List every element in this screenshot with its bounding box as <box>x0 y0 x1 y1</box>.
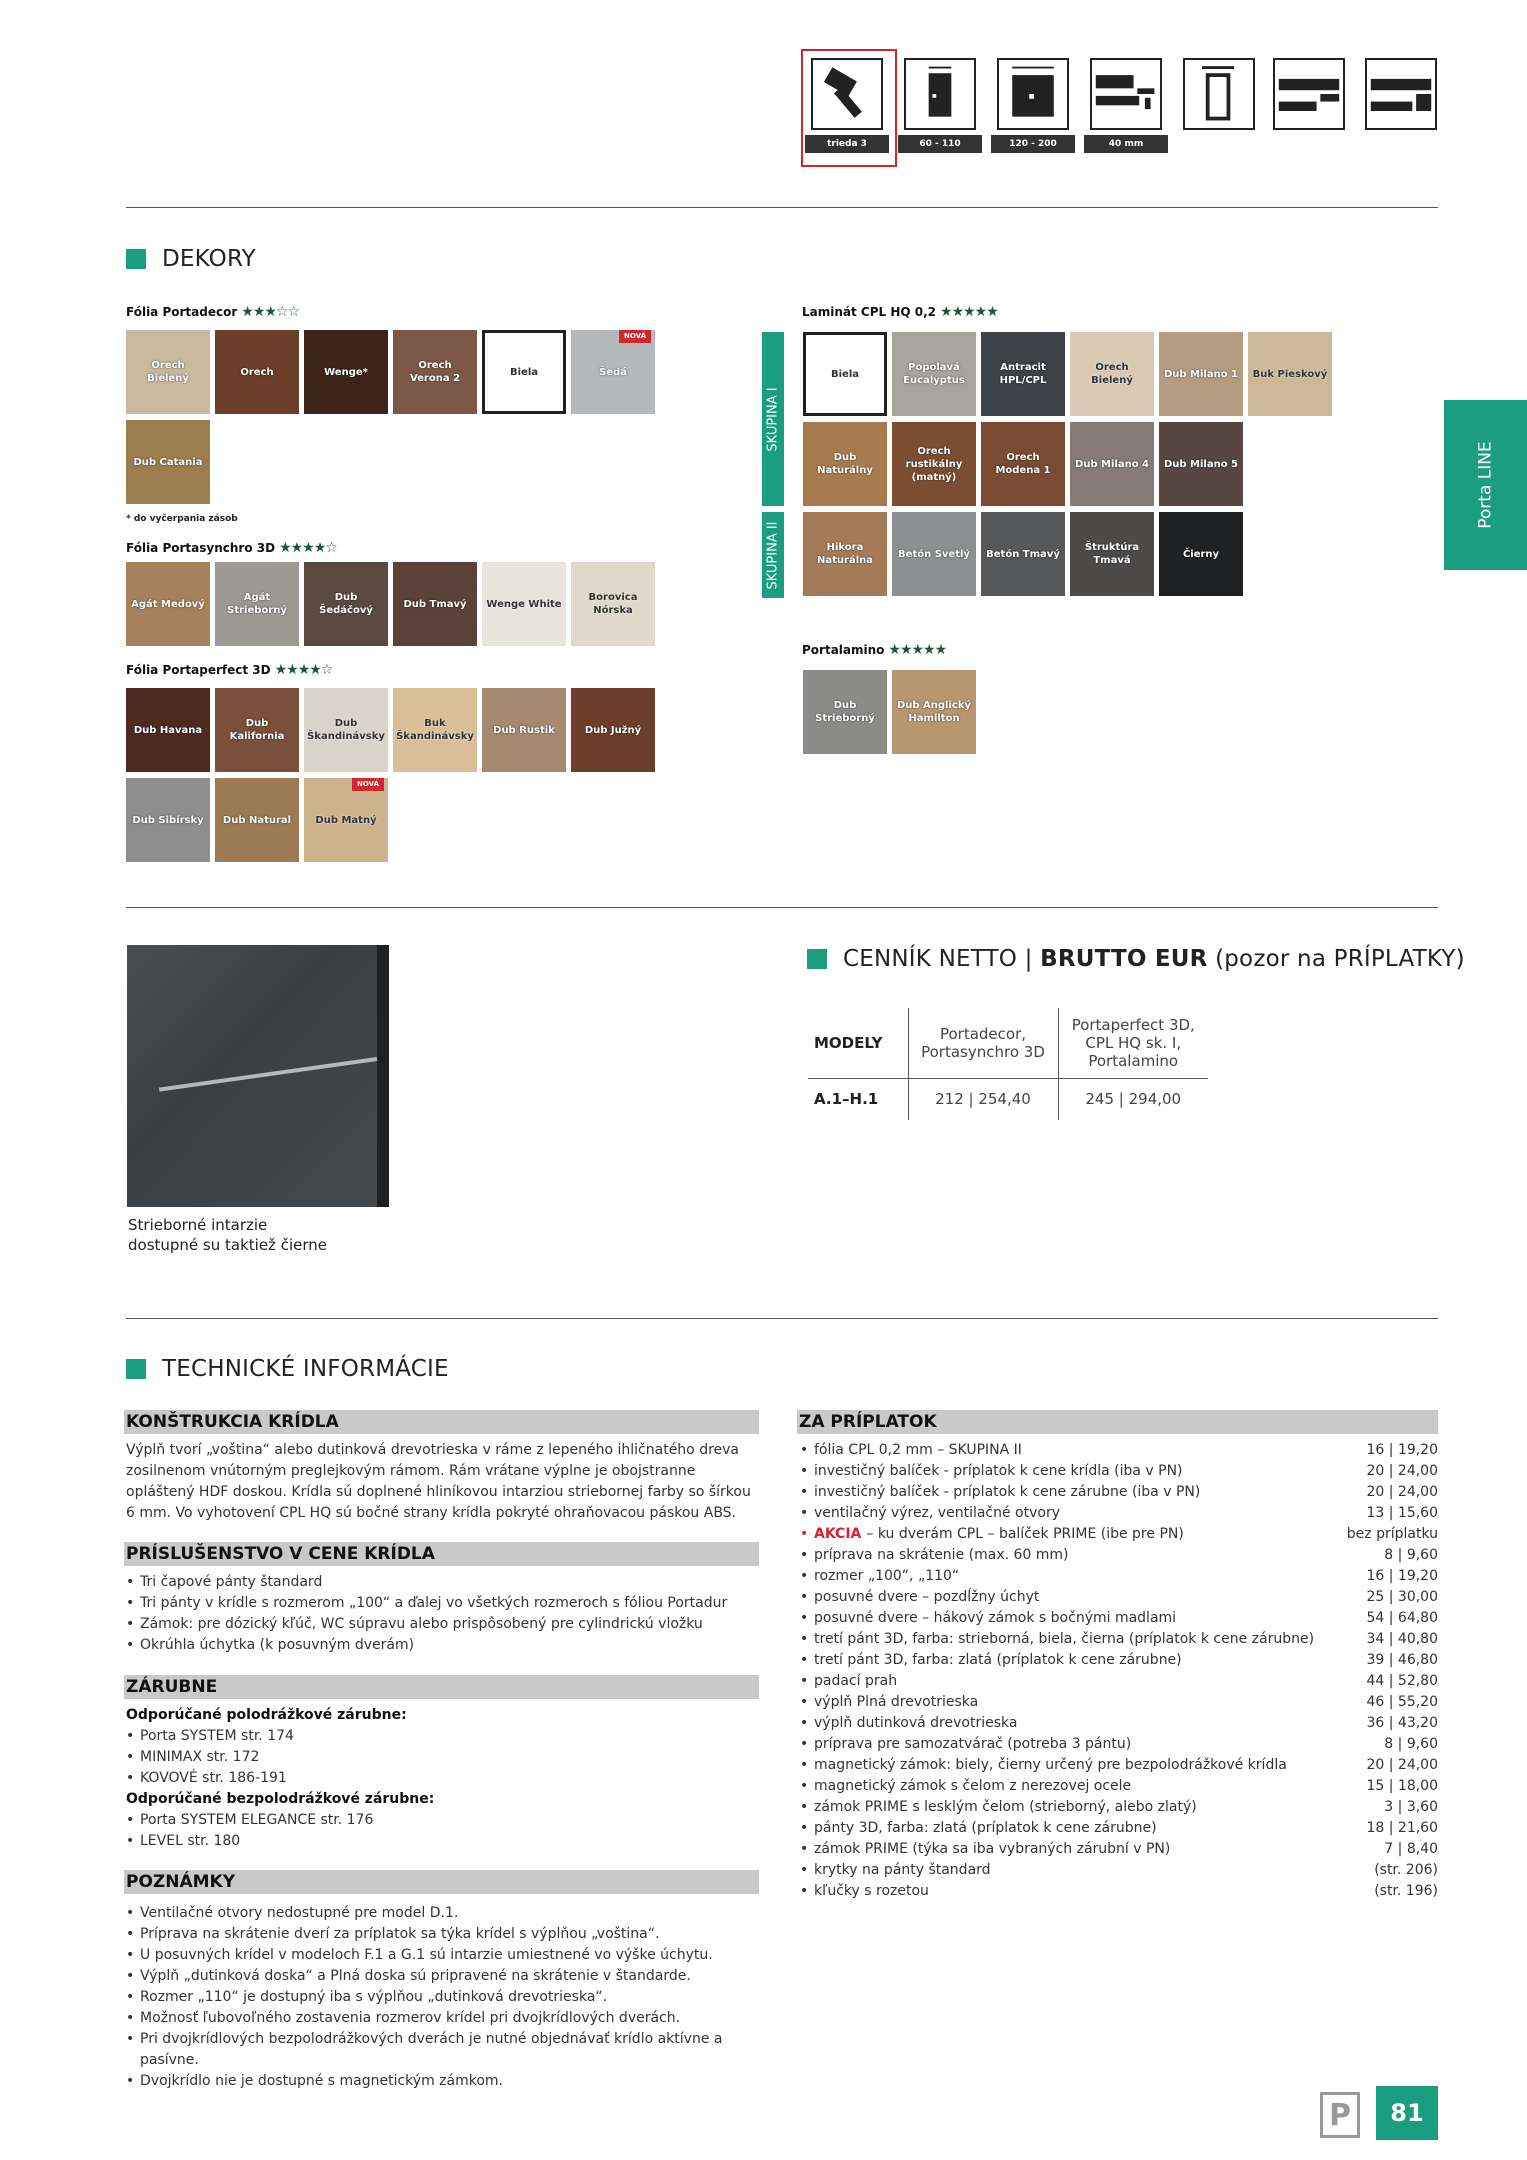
list-item: • pánty 3D, farba: zlatá (príplatok k cene zárubne) 18 | 21,60 <box>800 1818 1438 1839</box>
decor-swatch: Orech Bielený <box>1070 332 1154 416</box>
decor-swatch: Dub Natural <box>215 778 299 862</box>
decor-swatch: Orech Verona 2 <box>393 330 477 414</box>
footnote: * do vyčerpania zásob <box>126 514 238 524</box>
list-item-text: krytky na pánty štandard <box>814 1862 991 1878</box>
list-item: • investičný balíček - príplatok k cene krídla (iba v PN) 20 | 24,00 <box>800 1461 1438 1482</box>
poznamky-heading: POZNÁMKY <box>124 1870 759 1894</box>
list-item-value: 8 | 9,60 <box>1384 1547 1438 1563</box>
table-row <box>808 1078 1208 1120</box>
decor-swatch: Betón Svetlý <box>892 512 976 596</box>
list-item-value: 44 | 52,80 <box>1366 1673 1438 1689</box>
list-item: • Tri čapové pánty štandard <box>126 1572 766 1593</box>
priplatok-list <box>800 1440 1438 1902</box>
decor-swatch: Dub Havana <box>126 688 210 772</box>
side-tab-porta-line <box>1444 400 1527 570</box>
list-item: • U posuvných krídel v modeloch F.1 a G.1 sú intarzie umiestnené vo výške úchytu. <box>126 1945 752 1966</box>
table-header: MODELY <box>808 1008 908 1078</box>
decor-swatch: Dub Strieborný <box>803 670 887 754</box>
list-item: • Tri pánty v krídle s rozmerom „100“ a ďalej vo všetkých rozmeroch s fóliou Portadur <box>126 1593 766 1614</box>
list-item-value: 16 | 19,20 <box>1366 1442 1438 1458</box>
section-marker <box>807 949 827 969</box>
title-bold: BRUTTO EUR <box>1040 946 1208 972</box>
decor-group-title <box>126 304 299 320</box>
section-marker <box>126 1359 146 1379</box>
list-item: • Okrúhla úchytka (k posuvným dverám) <box>126 1635 766 1656</box>
section-title <box>843 946 1465 972</box>
list-item-value: 16 | 19,20 <box>1366 1568 1438 1584</box>
door-frame-icon <box>1183 58 1255 130</box>
decor-swatch: Štruktúra Tmavá <box>1070 512 1154 596</box>
decor-swatch: Orech Bielený <box>126 330 210 414</box>
list-item-value: (str. 196) <box>1374 1883 1438 1899</box>
list-item-text: príprava pre samozatvárač (potreba 3 pántu) <box>814 1736 1132 1752</box>
list-item: • tretí pánt 3D, farba: zlatá (príplatok k cene zárubne) 39 | 46,80 <box>800 1650 1438 1671</box>
list-item-value: 46 | 55,20 <box>1366 1694 1438 1710</box>
decor-swatch: Agát Strieborný <box>215 562 299 646</box>
list-item: • magnetický zámok s čelom z nerezovej ocele 15 | 18,00 <box>800 1776 1438 1797</box>
porta-logo: P <box>1320 2092 1360 2138</box>
list-item-text: kľučky s rozetou <box>814 1883 929 1899</box>
door-wide-icon <box>997 58 1069 130</box>
list-item: • investičný balíček - príplatok k cene zárubne (iba v PN) 20 | 24,00 <box>800 1482 1438 1503</box>
list-item-text: zámok PRIME s lesklým čelom (strieborný, alebo zlatý) <box>814 1799 1197 1815</box>
decor-swatch: Dub Naturálny <box>803 422 887 506</box>
prislusenstvo-heading: PRÍSLUŠENSTVO V CENE KRÍDLA <box>124 1542 759 1566</box>
list-item-text: LEVEL str. 180 <box>140 1833 241 1849</box>
swatch-label: Šedá <box>599 366 627 378</box>
list-item: • Ventilačné otvory nedostupné pre model D.1. <box>126 1903 752 1924</box>
list-item-value: 25 | 30,00 <box>1366 1589 1438 1605</box>
list-item: • LEVEL str. 180 <box>126 1831 752 1852</box>
list-item-text: zámok PRIME (týka sa iba vybraných zárubní v PN) <box>814 1841 1171 1857</box>
decor-swatch: Dub Anglický Hamilton <box>892 670 976 754</box>
list-item-text: U posuvných krídel v modeloch F.1 a G.1 sú intarzie umiestnené vo výške úchytu. <box>140 1947 713 1963</box>
door-edge <box>377 945 389 1207</box>
table-cell: 245 | 294,00 <box>1058 1078 1208 1120</box>
list-item-text: Dvojkrídlo nie je dostupné s magnetickým zámkom. <box>140 2073 503 2089</box>
list-item: • zámok PRIME s lesklým čelom (strieborný, alebo zlatý) 3 | 3,60 <box>800 1797 1438 1818</box>
konstrukcia-text: Výplň tvorí „voština“ alebo dutinková drevotrieska v ráme z lepeného ihličnatého dreva zosilnenom vnútorným preglejkovým rámom. Rám vrátane výplne je obojstranne opláštený HDF doskou. Krídla sú doplnené hliníkovou intarziou striebornej farby so šírkou 6 mm. Vo vyhotovení CPL HQ sú bočné strany krídla pokryté ohraňovacou páskou ABS. <box>126 1442 751 1521</box>
list-item-value: 36 | 43,20 <box>1366 1715 1438 1731</box>
decor-swatch: Betón Tmavý <box>981 512 1065 596</box>
list-item-value: 13 | 15,60 <box>1366 1505 1438 1521</box>
frame-profile-icon <box>1273 58 1345 130</box>
list-item-text: Príprava na skrátenie dverí za príplatok sa týka krídel s výplňou „voština“. <box>140 1926 660 1942</box>
list-item: • fólia CPL 0,2 mm – SKUPINA II 16 | 19,20 <box>800 1440 1438 1461</box>
list-item: • padací prah 44 | 52,80 <box>800 1671 1438 1692</box>
list-item-text: Pri dvojkrídlových bezpolodrážkových dverách je nutné objednávať krídlo aktívne a pasívne. <box>140 2031 723 2068</box>
decor-swatch: Dub Sibírsky <box>126 778 210 862</box>
list-item-text: Porta SYSTEM str. 174 <box>140 1728 294 1744</box>
decor-swatch: Dub Kalifornia <box>215 688 299 772</box>
decor-swatch: Dub Šedáčový <box>304 562 388 646</box>
list-item: • príprava na skrátenie (max. 60 mm) 8 | 9,60 <box>800 1545 1438 1566</box>
decor-swatch: Biela <box>482 330 566 414</box>
table-header: Portadecor, Portasynchro 3D <box>908 1008 1058 1078</box>
list-item-text: fólia CPL 0,2 mm – SKUPINA II <box>814 1442 1022 1458</box>
icon-label: 40 mm <box>1084 135 1168 153</box>
rating-stars: ★★★★★ <box>888 642 947 658</box>
akcia-label: AKCIA <box>814 1526 862 1542</box>
list-item-text: padací prah <box>814 1673 898 1689</box>
decor-group-title <box>126 540 337 556</box>
hammer-icon <box>811 58 883 130</box>
list-item-text: Okrúhla úchytka (k posuvným dverám) <box>140 1637 415 1653</box>
new-badge: NOVÁ <box>352 778 384 791</box>
decor-swatch: Orech Modena 1 <box>981 422 1065 506</box>
decor-swatch: Agát Medový <box>126 562 210 646</box>
list-item-value: 18 | 21,60 <box>1366 1820 1438 1836</box>
list-item: • Príprava na skrátenie dverí za príplatok sa týka krídel s výplňou „voština“. <box>126 1924 752 1945</box>
list-item-text: výplň dutinková drevotrieska <box>814 1715 1018 1731</box>
list-item-text: Porta SYSTEM ELEGANCE str. 176 <box>140 1812 374 1828</box>
list-item-text: výplň Plná drevotrieska <box>814 1694 979 1710</box>
section-tech <box>126 1356 449 1382</box>
group-name: Fólia Portasynchro 3D <box>126 541 276 555</box>
list-item: • Pri dvojkrídlových bezpolodrážkových dverách je nutné objednávať krídlo aktívne a pasívne. <box>126 2029 752 2071</box>
list-item: • výplň dutinková drevotrieska 36 | 43,20 <box>800 1713 1438 1734</box>
list-item-value: 20 | 24,00 <box>1366 1484 1438 1500</box>
prislusenstvo-list <box>126 1572 766 1656</box>
list-item-text: KOVOVÉ str. 186-191 <box>140 1770 287 1786</box>
konstrukcia-heading: KONŠTRUKCIA KRÍDLA <box>124 1410 759 1434</box>
list-item-text: MINIMAX str. 172 <box>140 1749 260 1765</box>
list-item-text: Zámok: pre dózický kľúč, WC súpravu alebo prispôsobený pre cylindrickú vložku <box>140 1616 703 1632</box>
decor-swatch: Biela <box>803 332 887 416</box>
decor-swatch: Borovica Nórska <box>571 562 655 646</box>
decor-group-title <box>126 662 332 678</box>
door-small-icon <box>904 58 976 130</box>
side-tab-label: Porta LINE <box>1475 441 1496 529</box>
list-item: • Porta SYSTEM str. 174 <box>126 1726 752 1747</box>
list-item-value: 8 | 9,60 <box>1384 1736 1438 1752</box>
list-item-text: Tri pánty v krídle s rozmerom „100“ a ďalej vo všetkých rozmeroch s fóliou Portadur <box>140 1595 728 1611</box>
decor-swatch: Dub Škandinávsky <box>304 688 388 772</box>
list-item-text: posuvné dvere – hákový zámok s bočnými madlami <box>814 1610 1177 1626</box>
list-item-value: 54 | 64,80 <box>1366 1610 1438 1626</box>
list-item-text: pánty 3D, farba: zlatá (príplatok k cene zárubne) <box>814 1820 1157 1836</box>
new-badge: NOVÁ <box>619 330 651 343</box>
list-item: • príprava pre samozatvárač (potreba 3 pántu) 8 | 9,60 <box>800 1734 1438 1755</box>
list-item-value: bez príplatku <box>1346 1526 1438 1542</box>
swatch-label: Dub Matný <box>315 814 377 826</box>
list-item-text: ventilačný výrez, ventilačné otvory <box>814 1505 1061 1521</box>
table-header: Portaperfect 3D, CPL HQ sk. I, Portalamino <box>1058 1008 1208 1078</box>
icon-label: trieda 3 <box>805 135 889 153</box>
list-item-akcia: • AKCIA – ku dverám CPL – balíček PRIME (ibe pre PN) bez príplatku <box>800 1524 1438 1545</box>
section-cennik <box>807 946 1465 972</box>
list-item-text: rozmer „100“, „110“ <box>814 1568 960 1584</box>
group-name: Laminát CPL HQ 0,2 <box>802 305 937 319</box>
decor-swatch: Buk Pieskový <box>1248 332 1332 416</box>
group-name: Fólia Portaperfect 3D <box>126 663 271 677</box>
photo-caption: Strieborné intarzie dostupné su taktiež čierne <box>128 1216 327 1254</box>
section-marker <box>126 249 146 269</box>
zarubne-subheading: Odporúčané bezpolodrážkové zárubne: <box>126 1791 435 1807</box>
group-name: Portalamino <box>802 643 885 657</box>
decor-swatch: Wenge White <box>482 562 566 646</box>
divider <box>126 207 1438 208</box>
decor-swatch: Dub Milano 4 <box>1070 422 1154 506</box>
divider <box>126 907 1438 908</box>
table-cell: 212 | 254,40 <box>908 1078 1058 1120</box>
decor-group-title <box>802 304 998 320</box>
list-item-text: magnetický zámok s čelom z nerezovej ocele <box>814 1778 1132 1794</box>
decor-swatch: Buk Škandinávsky <box>393 688 477 772</box>
list-item: • kľučky s rozetou (str. 196) <box>800 1881 1438 1902</box>
list-item: • Porta SYSTEM ELEGANCE str. 176 <box>126 1810 752 1831</box>
decor-swatch: Dub Tmavý <box>393 562 477 646</box>
poznamky-list <box>126 1903 752 2092</box>
decor-swatch: Dub Milano 1 <box>1159 332 1243 416</box>
list-item-value: 7 | 8,40 <box>1384 1841 1438 1857</box>
vertical-label: SKUPINA II <box>765 520 781 590</box>
list-item-value: 39 | 46,80 <box>1366 1652 1438 1668</box>
group-label-skupina-2 <box>762 512 784 598</box>
divider <box>126 1318 1438 1319</box>
list-item: • Zámok: pre dózický kľúč, WC súpravu alebo prispôsobený pre cylindrickú vložku <box>126 1614 766 1635</box>
group-label-skupina-1 <box>762 332 784 506</box>
list-item-text: Možnosť ľubovoľného zostavenia rozmerov krídel pri dvojkrídlových dverách. <box>140 2010 681 2026</box>
decor-swatch: Antracit HPL/CPL <box>981 332 1065 416</box>
rating-stars: ★★★☆☆ <box>241 304 300 320</box>
decor-swatch: Wenge* <box>304 330 388 414</box>
list-item: • krytky na pánty štandard (str. 206) <box>800 1860 1438 1881</box>
list-item-value: 20 | 24,00 <box>1366 1463 1438 1479</box>
group-name: Fólia Portadecor <box>126 305 238 319</box>
list-item: • posuvné dvere – hákový zámok s bočnými madlami 54 | 64,80 <box>800 1608 1438 1629</box>
section-dekory <box>126 246 256 272</box>
door-photo <box>127 945 389 1207</box>
decor-swatch: Dub Catania <box>126 420 210 504</box>
list-item-value: 15 | 18,00 <box>1366 1778 1438 1794</box>
icon-label: 120 - 200 <box>991 135 1075 153</box>
list-item: • Výplň „dutinková doska“ a Plná doska sú pripravené na skrátenie v štandarde. <box>126 1966 752 1987</box>
list-item-value: 3 | 3,60 <box>1384 1799 1438 1815</box>
decor-group-title <box>802 642 946 658</box>
rating-stars: ★★★★☆ <box>279 540 337 556</box>
list-item-text: posuvné dvere – pozdĺžny úchyt <box>814 1589 1040 1605</box>
decor-swatch: Orech rustikálny (matný) <box>892 422 976 506</box>
decor-swatch-new <box>304 778 388 862</box>
decor-swatch: Hikora Naturálna <box>803 512 887 596</box>
list-item-text: Rozmer „110“ je dostupný iba s výplňou „dutinková drevotrieska“. <box>140 1989 608 2005</box>
list-item: • ventilačný výrez, ventilačné otvory 13 | 15,60 <box>800 1503 1438 1524</box>
door-thickness-icon <box>1090 58 1162 130</box>
decor-swatch: Orech <box>215 330 299 414</box>
list-item: • Dvojkrídlo nie je dostupné s magnetickým zámkom. <box>126 2071 752 2092</box>
decor-swatch: Dub Rustik <box>482 688 566 772</box>
rating-stars: ★★★★☆ <box>274 662 333 678</box>
list-item-text: investičný balíček - príplatok k cene krídla (iba v PN) <box>814 1463 1183 1479</box>
decor-swatch-new <box>571 330 655 414</box>
list-item-text: – ku dverám CPL – balíček PRIME (ibe pre PN) <box>866 1526 1184 1542</box>
list-item-text: Ventilačné otvory nedostupné pre model D.1. <box>140 1905 459 1921</box>
section-title: TECHNICKÉ INFORMÁCIE <box>162 1356 449 1382</box>
list-item: • Možnosť ľubovoľného zostavenia rozmerov krídel pri dvojkrídlových dverách. <box>126 2008 752 2029</box>
zarubne-list <box>126 1705 752 1852</box>
list-item-text: príprava na skrátenie (max. 60 mm) <box>814 1547 1069 1563</box>
zarubne-subheading: Odporúčané polodrážkové zárubne: <box>126 1707 407 1723</box>
rating-stars: ★★★★★ <box>940 304 998 320</box>
table-cell: A.1–H.1 <box>814 1090 879 1109</box>
title-normal: CENNÍK NETTO | <box>843 946 1041 972</box>
list-item-value: 34 | 40,80 <box>1366 1631 1438 1647</box>
list-item-text: Tri čapové pánty štandard <box>140 1574 323 1590</box>
list-item-text: investičný balíček - príplatok k cene zárubne (iba v PN) <box>814 1484 1201 1500</box>
price-table <box>808 1008 1208 1120</box>
vertical-label: SKUPINA I <box>765 386 781 452</box>
list-item: • zámok PRIME (týka sa iba vybraných zárubní v PN) 7 | 8,40 <box>800 1839 1438 1860</box>
list-item-text: magnetický zámok: biely, čierny určený pre bezpolodrážkové krídla <box>814 1757 1287 1773</box>
list-item: • MINIMAX str. 172 <box>126 1747 752 1768</box>
section-title: DEKORY <box>162 246 256 272</box>
list-item: • KOVOVÉ str. 186-191 <box>126 1768 752 1789</box>
list-item-value: 20 | 24,00 <box>1366 1757 1438 1773</box>
list-item: • magnetický zámok: biely, čierny určený pre bezpolodrážkové krídla 20 | 24,00 <box>800 1755 1438 1776</box>
table-header-row <box>808 1008 1208 1078</box>
list-item: • výplň Plná drevotrieska 46 | 55,20 <box>800 1692 1438 1713</box>
decor-swatch: Popolavá Eucalyptus <box>892 332 976 416</box>
list-item: • tretí pánt 3D, farba: strieborná, biela, čierna (príplatok k cene zárubne) 34 | 40,80 <box>800 1629 1438 1650</box>
decor-swatch: Dub Južný <box>571 688 655 772</box>
decor-swatch: Čierny <box>1159 512 1243 596</box>
list-item: • rozmer „100“, „110“ 16 | 19,20 <box>800 1566 1438 1587</box>
icon-label: 60 - 110 <box>898 135 982 153</box>
page-number: 81 <box>1376 2086 1438 2140</box>
title-tail: (pozor na PRÍPLATKY) <box>1207 946 1465 972</box>
list-item: • Rozmer „110“ je dostupný iba s výplňou „dutinková drevotrieska“. <box>126 1987 752 2008</box>
list-item-value: (str. 206) <box>1374 1862 1438 1878</box>
list-item-text: tretí pánt 3D, farba: zlatá (príplatok k cene zárubne) <box>814 1652 1182 1668</box>
zarubne-heading: ZÁRUBNE <box>124 1675 759 1699</box>
frame-profile2-icon <box>1365 58 1437 130</box>
aluminium-inlay <box>159 1057 377 1092</box>
priplatok-heading: ZA PRÍPLATOK <box>797 1410 1438 1434</box>
list-item: • posuvné dvere – pozdĺžny úchyt 25 | 30,00 <box>800 1587 1438 1608</box>
list-item-text: tretí pánt 3D, farba: strieborná, biela, čierna (príplatok k cene zárubne) <box>814 1631 1315 1647</box>
list-item-text: Výplň „dutinková doska“ a Plná doska sú pripravené na skrátenie v štandarde. <box>140 1968 691 1984</box>
decor-swatch: Dub Milano 5 <box>1159 422 1243 506</box>
